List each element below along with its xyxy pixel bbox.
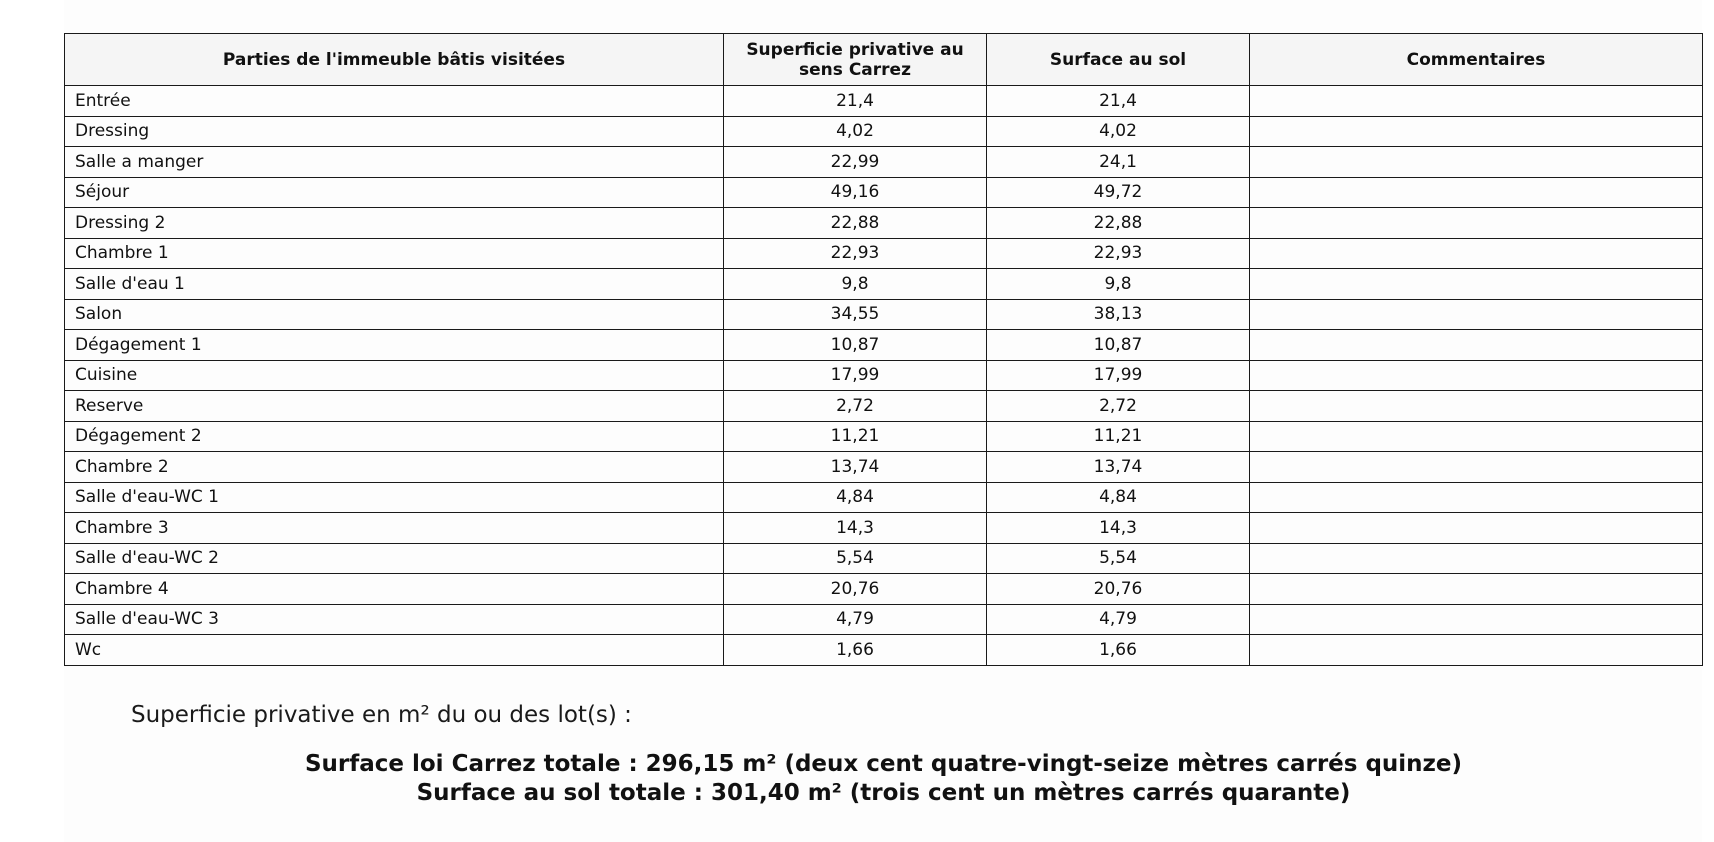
cell-carrez: 22,93 [724,238,987,269]
table-row [65,86,1703,117]
cell-comment [1250,574,1703,605]
cell-carrez: 10,87 [724,330,987,361]
cell-carrez: 2,72 [724,391,987,422]
cell-comment [1250,299,1703,330]
carrez-total: Surface loi Carrez totale : 296,15 m² (deux cent quatre-vingt-seize mètres carrés quinze) [304,751,1463,777]
cell-sol: 5,54 [987,543,1250,574]
cell-part: Dégagement 1 [65,330,724,361]
table-row [65,604,1703,635]
table-row [65,574,1703,605]
cell-carrez: 14,3 [724,513,987,544]
table-row [65,482,1703,513]
cell-part: Chambre 3 [65,513,724,544]
cell-part: Salle d'eau-WC 2 [65,543,724,574]
cell-part: Salle a manger [65,147,724,178]
cell-comment [1250,269,1703,300]
cell-sol: 21,4 [987,86,1250,117]
table-row [65,238,1703,269]
table-row [65,452,1703,483]
cell-carrez: 34,55 [724,299,987,330]
table-row [65,330,1703,361]
sol-total: Surface au sol totale : 301,40 m² (trois cent un mètres carrés quarante) [416,780,1351,806]
summary-label: Superficie privative en m² du ou des lot(s) : [131,702,632,728]
table-row [65,116,1703,147]
cell-sol: 1,66 [987,635,1250,666]
cell-comment [1250,391,1703,422]
table-row [65,208,1703,239]
cell-comment [1250,513,1703,544]
cell-part: Dressing 2 [65,208,724,239]
cell-sol: 24,1 [987,147,1250,178]
cell-carrez: 21,4 [724,86,987,117]
header-row [65,34,1703,86]
cell-carrez: 4,79 [724,604,987,635]
header-sol: Surface au sol [987,34,1250,86]
table-header [65,34,1703,86]
cell-sol: 4,02 [987,116,1250,147]
cell-part: Chambre 1 [65,238,724,269]
cell-carrez: 5,54 [724,543,987,574]
table-row [65,299,1703,330]
cell-sol: 10,87 [987,330,1250,361]
table-row [65,147,1703,178]
cell-carrez: 49,16 [724,177,987,208]
cell-sol: 14,3 [987,513,1250,544]
cell-carrez: 22,99 [724,147,987,178]
cell-sol: 13,74 [987,452,1250,483]
cell-comment [1250,147,1703,178]
cell-comment [1250,177,1703,208]
header-carrez: Superficie privative au sens Carrez [724,34,987,86]
cell-sol: 22,93 [987,238,1250,269]
cell-part: Salle d'eau 1 [65,269,724,300]
table-row [65,391,1703,422]
cell-carrez: 4,84 [724,482,987,513]
table-row [65,635,1703,666]
table-row [65,421,1703,452]
table-row [65,177,1703,208]
header-part: Parties de l'immeuble bâtis visitées [65,34,724,86]
cell-sol: 4,79 [987,604,1250,635]
cell-comment [1250,482,1703,513]
cell-comment [1250,208,1703,239]
cell-comment [1250,452,1703,483]
cell-comment [1250,116,1703,147]
cell-sol: 17,99 [987,360,1250,391]
cell-part: Salle d'eau-WC 1 [65,482,724,513]
table-row [65,269,1703,300]
cell-part: Reserve [65,391,724,422]
cell-comment [1250,360,1703,391]
cell-carrez: 13,74 [724,452,987,483]
table-row [65,360,1703,391]
cell-comment [1250,330,1703,361]
cell-comment [1250,421,1703,452]
cell-carrez: 1,66 [724,635,987,666]
cell-sol: 22,88 [987,208,1250,239]
cell-carrez: 11,21 [724,421,987,452]
cell-comment [1250,604,1703,635]
cell-part: Chambre 4 [65,574,724,605]
cell-part: Dressing [65,116,724,147]
cell-carrez: 4,02 [724,116,987,147]
cell-carrez: 22,88 [724,208,987,239]
cell-sol: 11,21 [987,421,1250,452]
table-body [65,86,1703,666]
cell-part: Salle d'eau-WC 3 [65,604,724,635]
cell-comment [1250,86,1703,117]
cell-sol: 4,84 [987,482,1250,513]
table-row [65,513,1703,544]
cell-sol: 38,13 [987,299,1250,330]
cell-comment [1250,543,1703,574]
cell-part: Chambre 2 [65,452,724,483]
cell-part: Entrée [65,86,724,117]
cell-sol: 20,76 [987,574,1250,605]
surface-table [64,33,1703,666]
cell-sol: 49,72 [987,177,1250,208]
cell-comment [1250,238,1703,269]
cell-part: Séjour [65,177,724,208]
cell-sol: 9,8 [987,269,1250,300]
header-comments: Commentaires [1250,34,1703,86]
cell-carrez: 20,76 [724,574,987,605]
cell-part: Cuisine [65,360,724,391]
cell-carrez: 9,8 [724,269,987,300]
cell-part: Wc [65,635,724,666]
table-row [65,543,1703,574]
cell-part: Dégagement 2 [65,421,724,452]
cell-part: Salon [65,299,724,330]
cell-carrez: 17,99 [724,360,987,391]
cell-comment [1250,635,1703,666]
cell-sol: 2,72 [987,391,1250,422]
